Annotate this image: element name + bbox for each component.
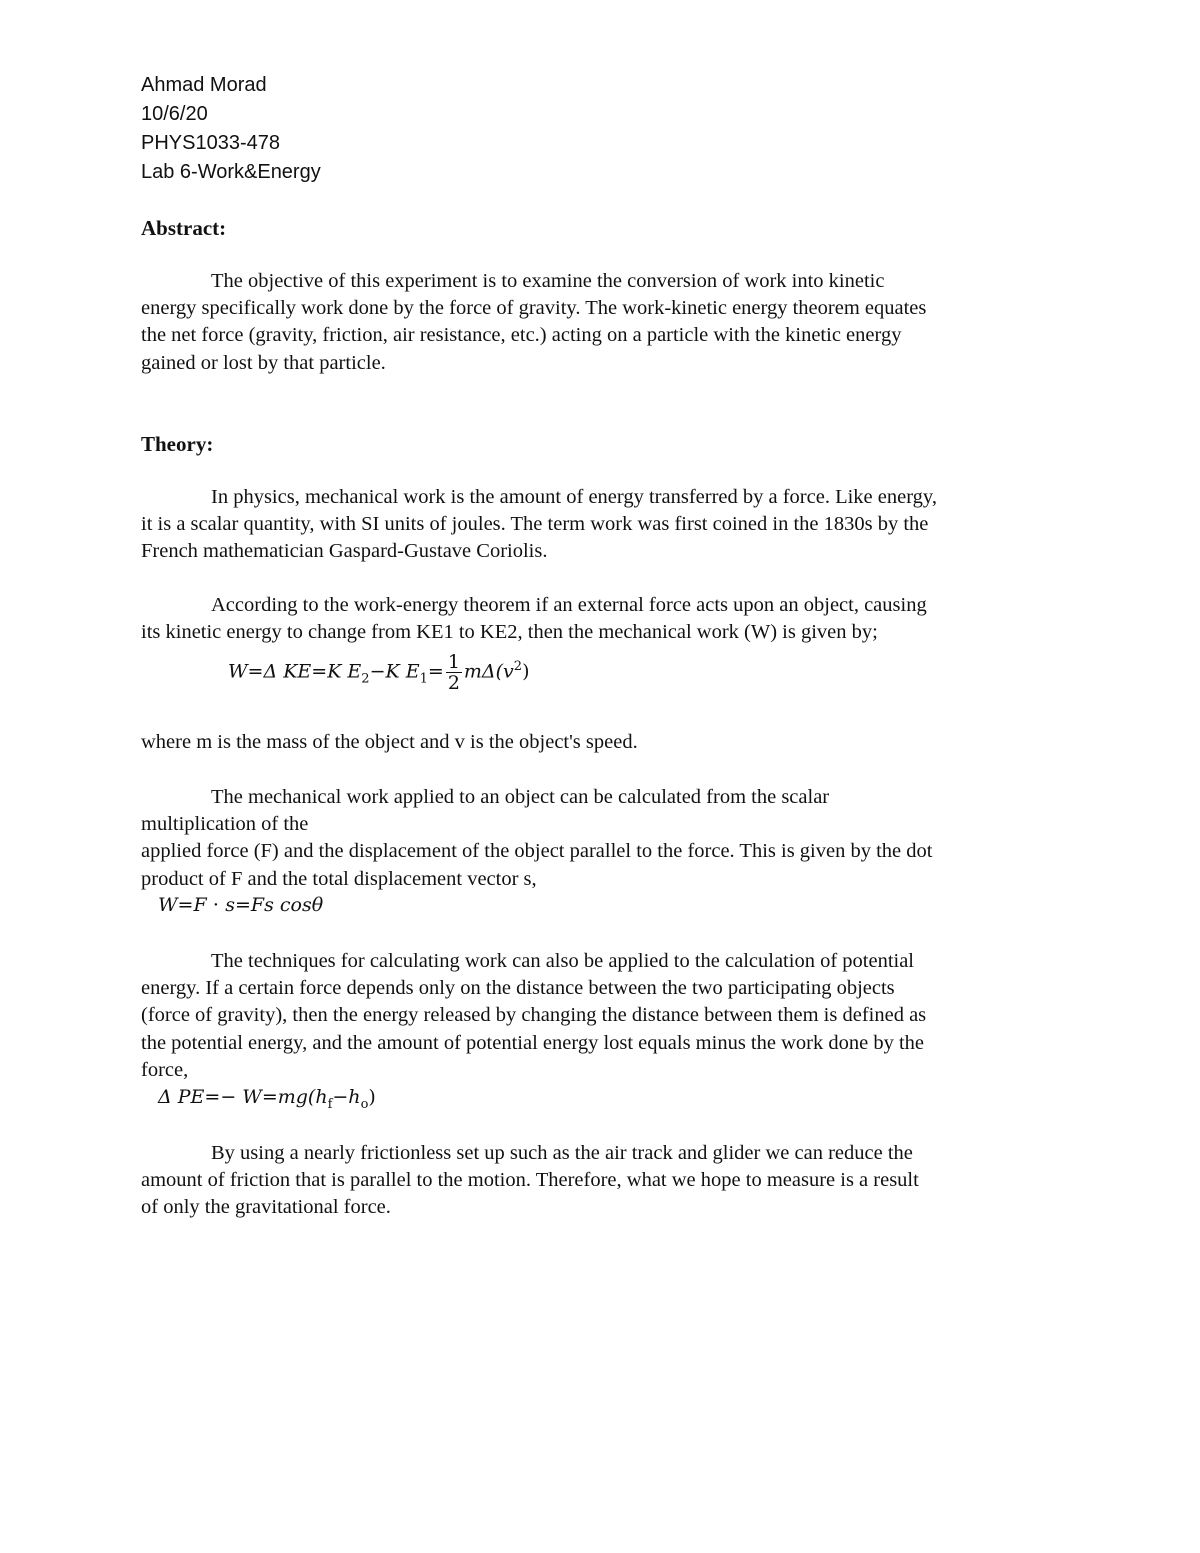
abstract-line: energy specifically work done by the force of gravity. The work-kinetic energy theorem equates [141,297,927,320]
date: 10/6/20 [141,103,208,125]
abstract-paragraph [141,268,1056,377]
abstract-line: gained or lost by that particle. [141,351,386,374]
theory-line: amount of friction that is parallel to the motion. Therefore, what we hope to measure is a result [141,1169,919,1192]
one-half-fraction: $\frac{1}{2}$ [447,651,460,694]
theory-line: the potential energy, and the amount of potential energy lost equals minus the work done by the [141,1031,924,1054]
abstract-line: The objective of this experiment is to examine the conversion of work into kinetic [211,270,885,292]
theory-line: (force of gravity), then the energy released by changing the distance between them is defined as [141,1004,927,1027]
abstract-heading: Abstract: [141,216,227,240]
theory-paragraph-3 [141,729,1056,756]
lab-title: Lab 6-Work&Energy [141,161,321,183]
theory-line: French mathematician Gaspard-Gustave Coriolis. [141,540,548,563]
abstract-line: the net force (gravity, friction, air resistance, etc.) acting on a particle with the kinetic energy [141,324,902,347]
theory-paragraph-5 [141,948,1056,1084]
theory-paragraph-1 [141,484,1056,566]
theory-heading: Theory: [141,432,214,456]
theory-line: where m is the mass of the object and v is the object's speed. [141,731,638,753]
course-code: PHYS1033-478 [141,132,280,154]
theory-line: it is a scalar quantity, with SI units of joules. The term work was first coined in the 1830s by the [141,513,929,536]
theory-paragraph-4 [141,784,1056,893]
theory-line: The mechanical work applied to an object can be calculated from the scalar [211,786,830,808]
theory-line: By using a nearly frictionless set up such as the air track and glider we can reduce the [211,1142,913,1164]
work-dot-product-equation: W=F ⋅ s=Fs cosθ [158,894,324,916]
potential-energy-equation: Δ $PE=- W=mg(h_f-h_o)$ [158,1086,376,1112]
theory-line: its kinetic energy to change from KE1 to KE2, then the mechanical work (W) is given by; [141,621,878,644]
theory-line: In physics, mechanical work is the amount of energy transferred by a force. Like energy, [211,486,937,508]
theory-paragraph-2 [141,592,1056,646]
theory-line: applied force (F) and the displacement of the object parallel to the force. This is given by the dot [141,840,933,863]
theory-line: multiplication of the [141,813,309,836]
author-name: Ahmad Morad [141,74,267,96]
theory-line: product of F and the total displacement vector s, [141,867,537,890]
theory-line: The techniques for calculating work can also be applied to the calculation of potential [211,950,915,972]
theory-line: energy. If a certain force depends only on the distance between the two participating objects [141,977,895,1000]
work-energy-equation: W=Δ KE=K $E_2-K$ $E_1=$ $\frac{1}{2}$ $m\Delta(v^2)$ [228,651,530,694]
theory-line: of only the gravitational force. [141,1196,391,1219]
theory-line: According to the work-energy theorem if an external force acts upon an object, causing [211,594,927,616]
theory-line: force, [141,1058,189,1081]
theory-paragraph-6 [141,1140,1056,1222]
